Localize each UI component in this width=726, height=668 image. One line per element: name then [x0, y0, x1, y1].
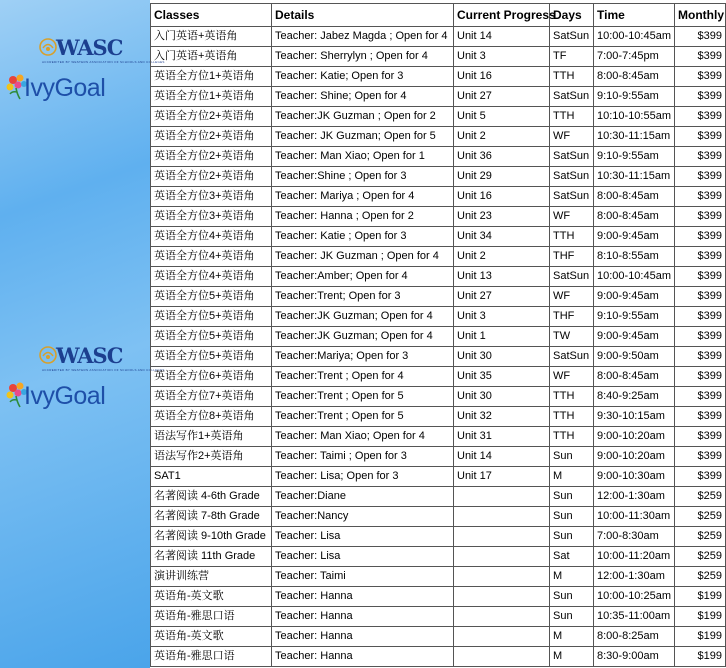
header-current-progress: Current Progress: [454, 4, 550, 27]
cell-days: WF: [550, 207, 594, 227]
cell-details: Teacher:Trent ; Open for 4: [272, 367, 454, 387]
cell-monthly-price: $399: [675, 187, 726, 207]
cell-current-progress: [454, 507, 550, 527]
table-row: [151, 387, 726, 407]
table-header-row: [151, 4, 726, 27]
cell-monthly-price: $399: [675, 307, 726, 327]
cell-days: TTH: [550, 67, 594, 87]
cell-monthly-price: $399: [675, 107, 726, 127]
cell-current-progress: [454, 607, 550, 627]
ivygoal-logo: [4, 380, 144, 408]
cell-monthly-price: $399: [675, 267, 726, 287]
cell-monthly-price: $399: [675, 287, 726, 307]
table-row: [151, 547, 726, 567]
table-row: [151, 187, 726, 207]
cell-class-name: 英语全方位4+英语角: [151, 227, 272, 247]
cell-details: Teacher:Amber; Open for 4: [272, 267, 454, 287]
cell-details: Teacher:Trent ; Open for 5: [272, 387, 454, 407]
wasc-tagline: ACCREDITED BY WESTERN ASSOCIATION OF SCHOOLS AND COLLEGES: [42, 60, 165, 64]
sidebar-banner: [0, 0, 165, 668]
cell-monthly-price: $399: [675, 407, 726, 427]
cell-time: 9:00-9:50am: [594, 347, 675, 367]
cell-monthly-price: $399: [675, 427, 726, 447]
cell-days: TTH: [550, 107, 594, 127]
cell-class-name: 英语全方位4+英语角: [151, 267, 272, 287]
cell-days: SatSun: [550, 187, 594, 207]
cell-monthly-price: $259: [675, 547, 726, 567]
cell-time: 8:00-8:25am: [594, 627, 675, 647]
ivygoal-logo: [4, 72, 144, 100]
cell-current-progress: Unit 31: [454, 427, 550, 447]
cell-class-name: 英语全方位3+英语角: [151, 187, 272, 207]
cell-monthly-price: $399: [675, 147, 726, 167]
cell-monthly-price: $399: [675, 67, 726, 87]
cell-current-progress: Unit 2: [454, 247, 550, 267]
cell-time: 9:00-9:45am: [594, 327, 675, 347]
cell-current-progress: Unit 36: [454, 147, 550, 167]
cell-class-name: SAT1: [151, 467, 272, 487]
cell-current-progress: Unit 34: [454, 227, 550, 247]
table-row: [151, 207, 726, 227]
cell-class-name: 名著阅读 7-8th Grade: [151, 507, 272, 527]
cell-days: SatSun: [550, 147, 594, 167]
cell-time: 9:00-9:45am: [594, 227, 675, 247]
cell-days: Sun: [550, 447, 594, 467]
cell-monthly-price: $399: [675, 167, 726, 187]
cell-details: Teacher: JK Guzman; Open for 5: [272, 127, 454, 147]
cell-monthly-price: $259: [675, 567, 726, 587]
cell-days: M: [550, 647, 594, 667]
cell-details: Teacher: Taimi ; Open for 3: [272, 447, 454, 467]
ivygoal-wordmark: IvyGoal: [24, 382, 106, 410]
table-row: [151, 307, 726, 327]
cell-details: Teacher: Hanna: [272, 627, 454, 647]
cell-monthly-price: $259: [675, 487, 726, 507]
cell-monthly-price: $399: [675, 467, 726, 487]
cell-class-name: 英语全方位4+英语角: [151, 247, 272, 267]
cell-days: M: [550, 467, 594, 487]
cell-details: Teacher: Jabez Magda ; Open for 4: [272, 27, 454, 47]
cell-details: Teacher: Taimi: [272, 567, 454, 587]
table-row: [151, 447, 726, 467]
cell-details: Teacher:Shine ; Open for 3: [272, 167, 454, 187]
cell-days: SatSun: [550, 347, 594, 367]
table-row: [151, 147, 726, 167]
cell-current-progress: [454, 487, 550, 507]
cell-class-name: 英语全方位2+英语角: [151, 127, 272, 147]
table-row: [151, 607, 726, 627]
header-classes: Classes: [151, 4, 272, 27]
cell-time: 8:10-8:55am: [594, 247, 675, 267]
cell-days: Sun: [550, 507, 594, 527]
table-row: [151, 347, 726, 367]
cell-class-name: 英语全方位5+英语角: [151, 327, 272, 347]
cell-class-name: 英语全方位5+英语角: [151, 347, 272, 367]
cell-time: 10:00-11:20am: [594, 547, 675, 567]
cell-days: SatSun: [550, 167, 594, 187]
cell-details: Teacher:JK Guzman; Open for 4: [272, 327, 454, 347]
table-row: [151, 527, 726, 547]
wasc-wordmark: WASC: [56, 342, 123, 368]
cell-days: M: [550, 567, 594, 587]
cell-class-name: 英语全方位5+英语角: [151, 307, 272, 327]
cell-time: 9:30-10:15am: [594, 407, 675, 427]
table-row: [151, 327, 726, 347]
cell-monthly-price: $399: [675, 87, 726, 107]
cell-details: Teacher: Hanna: [272, 607, 454, 627]
cell-current-progress: Unit 35: [454, 367, 550, 387]
cell-class-name: 英语角-雅思口语: [151, 647, 272, 667]
cell-current-progress: [454, 627, 550, 647]
cell-class-name: 英语角-英文歌: [151, 587, 272, 607]
cell-details: Teacher: JK Guzman ; Open for 4: [272, 247, 454, 267]
table-row: [151, 367, 726, 387]
cell-current-progress: Unit 17: [454, 467, 550, 487]
cell-days: WF: [550, 287, 594, 307]
cell-monthly-price: $399: [675, 327, 726, 347]
cell-monthly-price: $199: [675, 587, 726, 607]
cell-class-name: 名著阅读 11th Grade: [151, 547, 272, 567]
ivygoal-wordmark: IvyGoal: [24, 74, 106, 102]
table-row: [151, 227, 726, 247]
cell-current-progress: Unit 1: [454, 327, 550, 347]
table-row: [151, 287, 726, 307]
table-row: [151, 587, 726, 607]
table-row: [151, 247, 726, 267]
table-row: [151, 67, 726, 87]
cell-class-name: 英语全方位5+英语角: [151, 287, 272, 307]
cell-monthly-price: $399: [675, 387, 726, 407]
cell-details: Teacher:Trent ; Open for 5: [272, 407, 454, 427]
cell-details: Teacher: Shine; Open for 4: [272, 87, 454, 107]
cell-current-progress: [454, 547, 550, 567]
wasc-emblem-icon: [38, 345, 58, 365]
cell-details: Teacher: Man Xiao; Open for 1: [272, 147, 454, 167]
cell-class-name: 英语角-英文歌: [151, 627, 272, 647]
cell-class-name: 英语角-雅思口语: [151, 607, 272, 627]
cell-details: Teacher:JK Guzman ; Open for 2: [272, 107, 454, 127]
cell-current-progress: Unit 27: [454, 87, 550, 107]
cell-class-name: 英语全方位1+英语角: [151, 67, 272, 87]
cell-details: Teacher:Trent; Open for 3: [272, 287, 454, 307]
cell-time: 10:10-10:55am: [594, 107, 675, 127]
cell-time: 8:00-8:45am: [594, 367, 675, 387]
cell-time: 8:00-8:45am: [594, 187, 675, 207]
cell-days: SatSun: [550, 87, 594, 107]
cell-time: 10:30-11:15am: [594, 127, 675, 147]
cell-monthly-price: $199: [675, 647, 726, 667]
cell-details: Teacher: Lisa: [272, 527, 454, 547]
cell-current-progress: Unit 2: [454, 127, 550, 147]
cell-details: Teacher: Lisa: [272, 547, 454, 567]
table-row: [151, 487, 726, 507]
cell-days: M: [550, 627, 594, 647]
cell-current-progress: Unit 27: [454, 287, 550, 307]
cell-monthly-price: $199: [675, 627, 726, 647]
header-time: Time: [594, 4, 675, 27]
table-row: [151, 567, 726, 587]
header-monthly: Monthly: [675, 4, 726, 27]
cell-time: 8:00-8:45am: [594, 67, 675, 87]
cell-details: Teacher: Hanna ; Open for 2: [272, 207, 454, 227]
cell-time: 9:10-9:55am: [594, 147, 675, 167]
cell-time: 9:00-10:20am: [594, 447, 675, 467]
cell-time: 10:30-11:15am: [594, 167, 675, 187]
cell-days: Sun: [550, 527, 594, 547]
cell-days: TTH: [550, 227, 594, 247]
cell-details: Teacher: Man Xiao; Open for 4: [272, 427, 454, 447]
cell-monthly-price: $199: [675, 607, 726, 627]
cell-details: Teacher: Hanna: [272, 647, 454, 667]
cell-days: TW: [550, 327, 594, 347]
cell-time: 9:00-9:45am: [594, 287, 675, 307]
cell-details: Teacher:Diane: [272, 487, 454, 507]
cell-days: SatSun: [550, 267, 594, 287]
cell-time: 10:00-10:45am: [594, 27, 675, 47]
table-row: [151, 127, 726, 147]
cell-time: 8:00-8:45am: [594, 207, 675, 227]
cell-current-progress: Unit 3: [454, 307, 550, 327]
cell-class-name: 入门英语+英语角: [151, 27, 272, 47]
cell-days: WF: [550, 367, 594, 387]
cell-monthly-price: $399: [675, 447, 726, 467]
cell-monthly-price: $259: [675, 527, 726, 547]
cell-class-name: 英语全方位8+英语角: [151, 407, 272, 427]
cell-days: THF: [550, 247, 594, 267]
cell-details: Teacher: Katie; Open for 3: [272, 67, 454, 87]
cell-monthly-price: $399: [675, 227, 726, 247]
cell-days: TTH: [550, 387, 594, 407]
cell-details: Teacher: Hanna: [272, 587, 454, 607]
cell-class-name: 名著阅读 4-6th Grade: [151, 487, 272, 507]
table-row: [151, 167, 726, 187]
cell-time: 8:30-9:00am: [594, 647, 675, 667]
table-row: [151, 647, 726, 667]
cell-class-name: 英语全方位7+英语角: [151, 387, 272, 407]
cell-time: 8:40-9:25am: [594, 387, 675, 407]
cell-details: Teacher: Lisa; Open for 3: [272, 467, 454, 487]
cell-details: Teacher:Nancy: [272, 507, 454, 527]
cell-class-name: 入门英语+英语角: [151, 47, 272, 67]
cell-monthly-price: $399: [675, 27, 726, 47]
cell-days: WF: [550, 127, 594, 147]
cell-days: TTH: [550, 427, 594, 447]
header-days: Days: [550, 4, 594, 27]
logo-panel: [0, 310, 165, 620]
cell-monthly-price: $259: [675, 507, 726, 527]
cell-current-progress: Unit 5: [454, 107, 550, 127]
table-row: [151, 267, 726, 287]
class-schedule-table: [150, 3, 726, 667]
cell-time: 10:00-10:25am: [594, 587, 675, 607]
cell-days: Sun: [550, 607, 594, 627]
cell-monthly-price: $399: [675, 367, 726, 387]
logo-panel: [0, 0, 165, 310]
cell-days: SatSun: [550, 27, 594, 47]
table-row: [151, 507, 726, 527]
cell-days: Sun: [550, 587, 594, 607]
table-row: [151, 87, 726, 107]
cell-current-progress: Unit 3: [454, 47, 550, 67]
cell-current-progress: Unit 14: [454, 27, 550, 47]
cell-class-name: 英语全方位2+英语角: [151, 147, 272, 167]
cell-days: Sat: [550, 547, 594, 567]
cell-time: 10:00-10:45am: [594, 267, 675, 287]
cell-monthly-price: $399: [675, 247, 726, 267]
cell-time: 7:00-7:45pm: [594, 47, 675, 67]
cell-current-progress: Unit 29: [454, 167, 550, 187]
cell-details: Teacher: Mariya ; Open for 4: [272, 187, 454, 207]
cell-current-progress: [454, 587, 550, 607]
cell-current-progress: [454, 527, 550, 547]
wasc-wordmark: WASC: [56, 34, 123, 60]
wasc-logo: [38, 342, 144, 368]
cell-days: THF: [550, 307, 594, 327]
table-row: [151, 427, 726, 447]
cell-monthly-price: $399: [675, 47, 726, 67]
cell-time: 10:00-11:30am: [594, 507, 675, 527]
cell-current-progress: Unit 16: [454, 187, 550, 207]
table-row: [151, 107, 726, 127]
table-row: [151, 467, 726, 487]
wasc-logo: [38, 34, 144, 60]
cell-days: Sun: [550, 487, 594, 507]
cell-current-progress: Unit 16: [454, 67, 550, 87]
cell-current-progress: [454, 647, 550, 667]
cell-class-name: 语法写作1+英语角: [151, 427, 272, 447]
cell-class-name: 语法写作2+英语角: [151, 447, 272, 467]
wasc-emblem-icon: [38, 37, 58, 57]
cell-time: 9:10-9:55am: [594, 307, 675, 327]
cell-class-name: 英语全方位2+英语角: [151, 107, 272, 127]
header-details: Details: [272, 4, 454, 27]
cell-details: Teacher:JK Guzman; Open for 4: [272, 307, 454, 327]
cell-days: TF: [550, 47, 594, 67]
wasc-tagline: ACCREDITED BY WESTERN ASSOCIATION OF SCHOOLS AND COLLEGES: [42, 368, 165, 372]
table-row: [151, 27, 726, 47]
cell-details: Teacher: Katie ; Open for 3: [272, 227, 454, 247]
cell-details: Teacher: Sherrylyn ; Open for 4: [272, 47, 454, 67]
cell-current-progress: Unit 30: [454, 347, 550, 367]
cell-time: 9:00-10:30am: [594, 467, 675, 487]
cell-time: 12:00-1:30am: [594, 567, 675, 587]
cell-class-name: 英语全方位1+英语角: [151, 87, 272, 107]
cell-monthly-price: $399: [675, 127, 726, 147]
table-row: [151, 407, 726, 427]
cell-current-progress: Unit 30: [454, 387, 550, 407]
cell-class-name: 英语全方位6+英语角: [151, 367, 272, 387]
cell-time: 10:35-11:00am: [594, 607, 675, 627]
cell-current-progress: Unit 23: [454, 207, 550, 227]
cell-time: 7:00-8:30am: [594, 527, 675, 547]
table-row: [151, 47, 726, 67]
cell-time: 9:10-9:55am: [594, 87, 675, 107]
cell-current-progress: [454, 567, 550, 587]
logo-group: [4, 342, 165, 410]
cell-current-progress: Unit 14: [454, 447, 550, 467]
cell-class-name: 英语全方位2+英语角: [151, 167, 272, 187]
cell-current-progress: Unit 13: [454, 267, 550, 287]
table-row: [151, 627, 726, 647]
cell-class-name: 演讲训练营: [151, 567, 272, 587]
cell-details: Teacher:Mariya; Open for 3: [272, 347, 454, 367]
cell-time: 12:00-1:30am: [594, 487, 675, 507]
cell-monthly-price: $399: [675, 207, 726, 227]
cell-class-name: 英语全方位3+英语角: [151, 207, 272, 227]
cell-class-name: 名著阅读 9-10th Grade: [151, 527, 272, 547]
cell-monthly-price: $399: [675, 347, 726, 367]
cell-current-progress: Unit 32: [454, 407, 550, 427]
cell-days: TTH: [550, 407, 594, 427]
cell-time: 9:00-10:20am: [594, 427, 675, 447]
logo-group: [4, 34, 165, 102]
